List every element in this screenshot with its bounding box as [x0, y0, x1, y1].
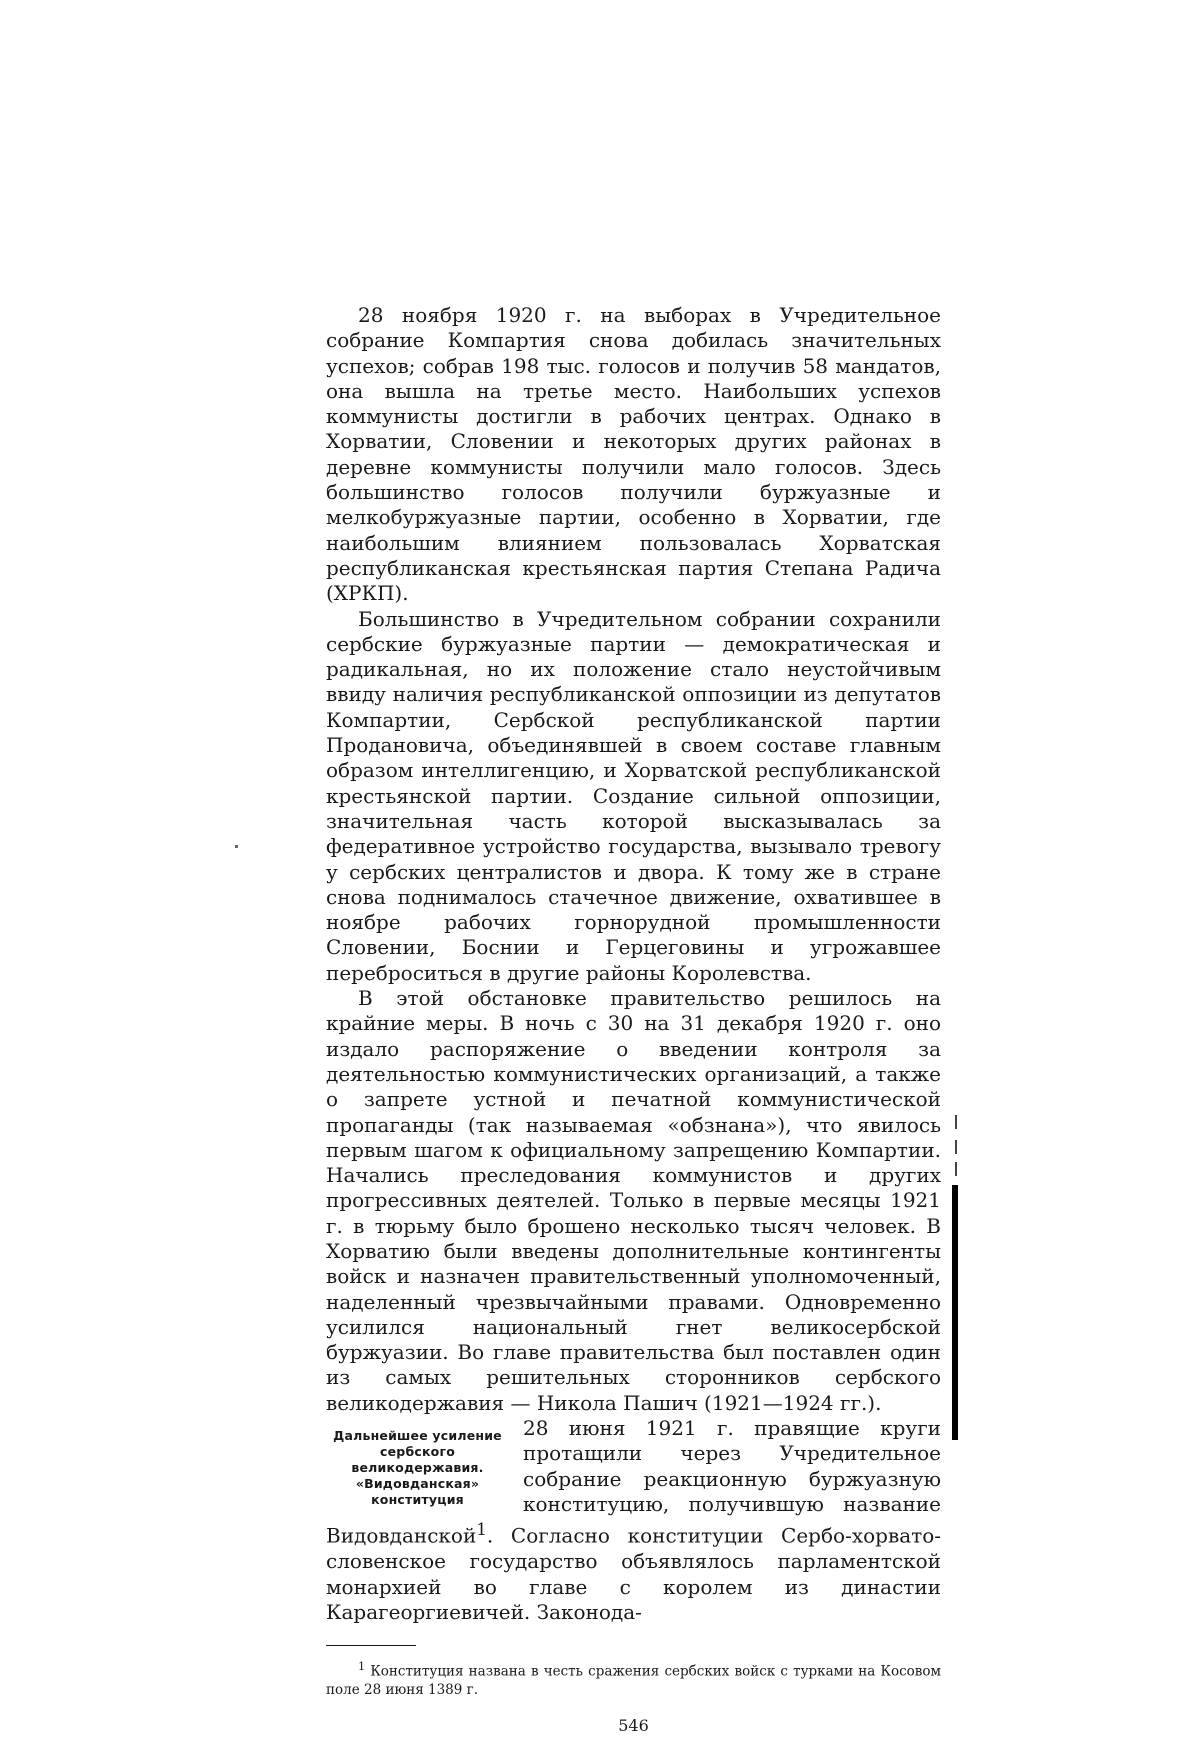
margin-scan-mark — [955, 1140, 957, 1154]
page-number: 546 — [618, 1715, 649, 1735]
side-heading-line: сербского — [380, 1444, 455, 1460]
vidovdan-section — [326, 1416, 941, 1625]
side-heading-line: конституция — [371, 1492, 464, 1508]
footnote-reference[interactable]: 1 — [476, 1520, 487, 1540]
document-body — [326, 303, 941, 1738]
side-heading-line: великодержавия. — [351, 1460, 484, 1476]
paragraph-constituent-assembly: Большинство в Учредительном собрании сохранили сербские буржуазные партии — демократическая и радикальная, но их положение стало неустойчивым ввиду наличия республиканской оппозиции из депутатов Компартии, Сербской республиканской партии Продановича, объединявшей в своем составе главным образом интеллигенцию, и Хорватской республиканской крестьянской партии. Создание сильной оппозиции, значительная часть которой высказывалась за федеративное устройство государства, вызывало тревогу у сербских централистов и двора. К тому же в стране снова поднималось стачечное движение, охватившее в ноябре рабочих горнорудной промышленности Словении, Боснии и Герцеговины и угрожавшее переброситься в другие районы Королевства. — [326, 606, 941, 985]
margin-scan-mark — [955, 1162, 957, 1176]
scan-speck — [235, 845, 238, 848]
paragraph-text-continuation: . Согласно конституции Сербо-хорвато-словенское государство объявлялось парламентской монархией во главе с королем из династии Карагеоргиевичей. Законода- — [326, 1523, 941, 1624]
footnote — [326, 1658, 941, 1699]
side-heading-line: Дальнейшее усиление — [333, 1428, 502, 1444]
margin-scan-mark — [955, 1115, 957, 1129]
side-heading-line: «Видовданская» — [355, 1476, 480, 1492]
footnote-text: Конституция названа в честь сражения сербских войск с турками на Косовом поле 28 июня 1389 г. — [326, 1663, 941, 1698]
paragraph-elections-1920: 28 ноября 1920 г. на выборах в Учредительное собрание Компартия снова добилась значительных успехов; собрав 198 тыс. голосов и получив 58 мандатов, она вышла на третье место. Наибольших успехов коммунисты достигли в рабочих центрах. Однако в Хорватии, Словении и некоторых других районах в деревне коммунисты получили мало голосов. Здесь большинство голосов получили буржуазные и мелкобуржуазные партии, особенно в Хорватии, где наибольшим влиянием пользовалась Хорватская республиканская крестьянская партия Степана Радича (ХРКП). — [326, 303, 941, 606]
paragraph-text: 28 июня 1921 г. правящие круги протащили через Учредительное собрание реакционную буржуазную конституцию, получившую название Видовданской — [326, 1416, 941, 1548]
paragraph-obznana: В этой обстановке правительство решилось на крайние меры. В ночь с 30 на 31 декабря 1920 г. оно издало распоряжение о введении контроля за деятельностью коммунистических организаций, а также о запрете устной и печатной коммунистической пропаганды (так называемая «обзнана»), что явилось первым шагом к официальному запрещению Компартии. Начались преследования коммунистов и других прогрессивных деятелей. Только в первые месяцы 1921 г. в тюрьму было брошено несколько тысяч человек. В Хорватию были введены дополнительные контингенты войск и назначен правительственный уполномоченный, наделенный чрезвычайными правами. Одновременно усилился национальный гнет великосербской буржуазии. Во главе правительства был поставлен один из самых решительных сторонников сербского великодержавия — Никола Пашич (1921—1924 гг.). — [326, 986, 941, 1415]
footnote-separator — [326, 1645, 416, 1646]
margin-scan-bar — [952, 1185, 958, 1440]
footnote-marker: 1 — [358, 1660, 366, 1674]
side-heading — [326, 1428, 515, 1508]
